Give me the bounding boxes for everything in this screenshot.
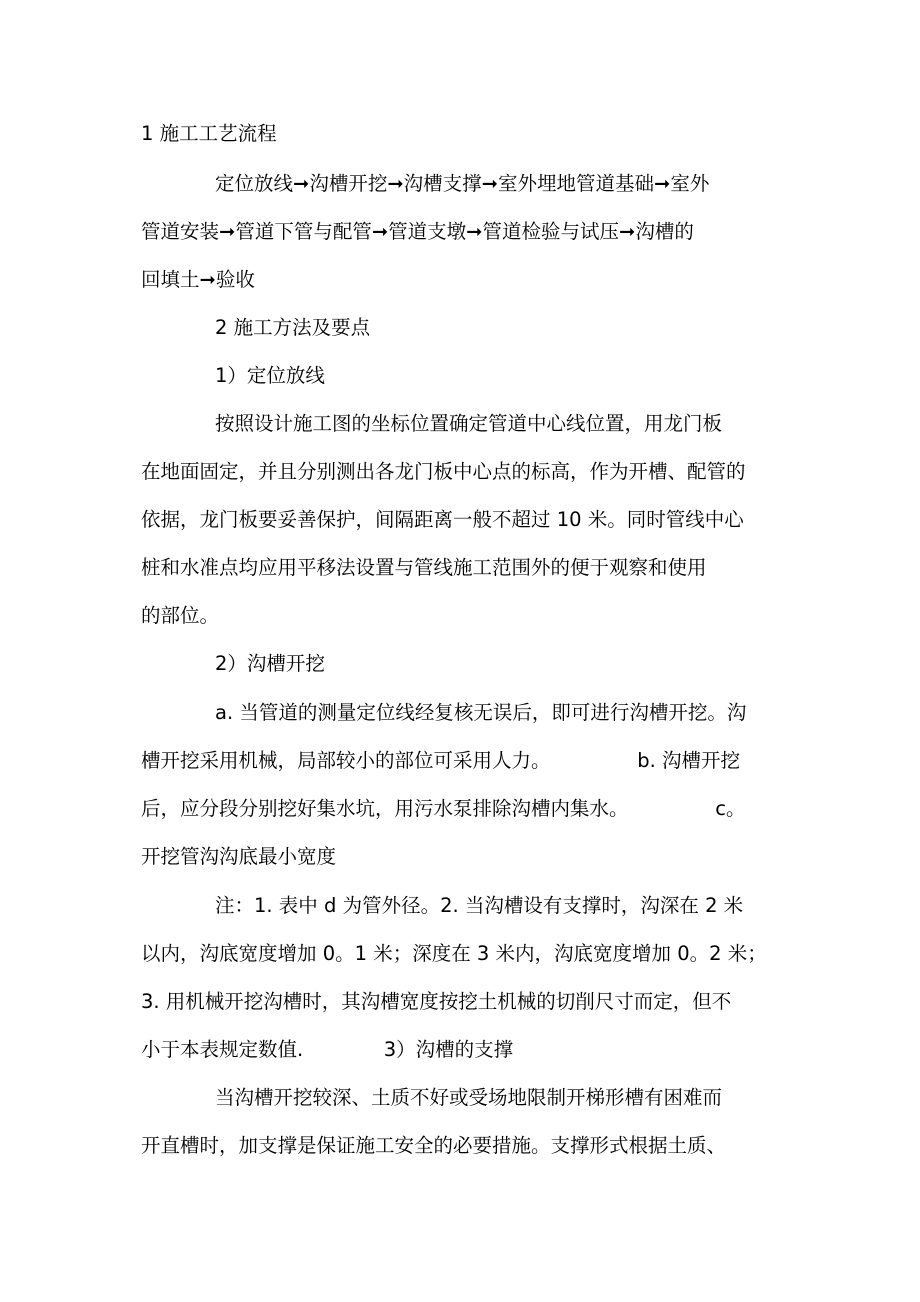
paragraph-1-line-5: 的部位。	[141, 604, 220, 627]
paragraph-2-line-2: 槽开挖采用机械，局部较小的部位可采用人力。 b. 沟槽开挖	[141, 749, 741, 772]
paragraph-2-line-4: 开挖管沟沟底最小宽度	[141, 845, 337, 868]
note-line-2: 以内，沟底宽度增加 0。1 米；深度在 3 米内，沟底宽度增加 0。2 米；	[141, 942, 767, 965]
section-heading-1: 1 施工工艺流程	[141, 122, 277, 145]
paragraph-1-line-4: 桩和水准点均应用平移法设置与管线施工范围外的便于观察和使用	[141, 556, 707, 579]
paragraph-3-line-1: 当沟槽开挖较深、土质不好或受场地限制开梯形槽有困难而	[215, 1086, 723, 1109]
flow-line-1: 定位放线➞沟槽开挖➞沟槽支撑➞室外埋地管道基础➞室外	[215, 172, 710, 195]
note-line-3: 3. 用机械开挖沟槽时，其沟槽宽度按挖土机械的切削尺寸而定，但不	[141, 990, 732, 1013]
paragraph-1-line-2: 在地面固定，并且分别测出各龙门板中心点的标高，作为开槽、配管的	[141, 460, 746, 483]
note-line-1: 注：1. 表中 d 为管外径。2. 当沟槽设有支撑时，沟深在 2 米	[215, 894, 744, 917]
subheading-positioning: 1）定位放线	[215, 364, 325, 387]
section-heading-2: 2 施工方法及要点	[215, 316, 371, 339]
paragraph-3-line-2: 开直槽时，加支撑是保证施工安全的必要措施。支撑形式根据土质、	[141, 1134, 727, 1157]
paragraph-2-line-1: a. 当管道的测量定位线经复核无误后，即可进行沟槽开挖。沟	[215, 701, 747, 724]
flow-line-3: 回填土➞验收	[141, 268, 255, 291]
paragraph-1-line-1: 按照设计施工图的坐标位置确定管道中心线位置，用龙门板	[215, 412, 723, 435]
paragraph-1-line-3: 依据，龙门板要妥善保护，间隔距离一般不超过 10 米。同时管线中心	[141, 508, 744, 531]
note-line-4: 小于本表规定数值. 3）沟槽的支撑	[141, 1038, 514, 1061]
subheading-trench-excavation: 2）沟槽开挖	[215, 652, 325, 675]
flow-line-2: 管道安装➞管道下管与配管➞管道支墩➞管道检验与试压➞沟槽的	[141, 220, 694, 243]
paragraph-2-line-3: 后，应分段分别挖好集水坑，用污水泵排除沟槽内集水。 c。	[141, 797, 746, 820]
